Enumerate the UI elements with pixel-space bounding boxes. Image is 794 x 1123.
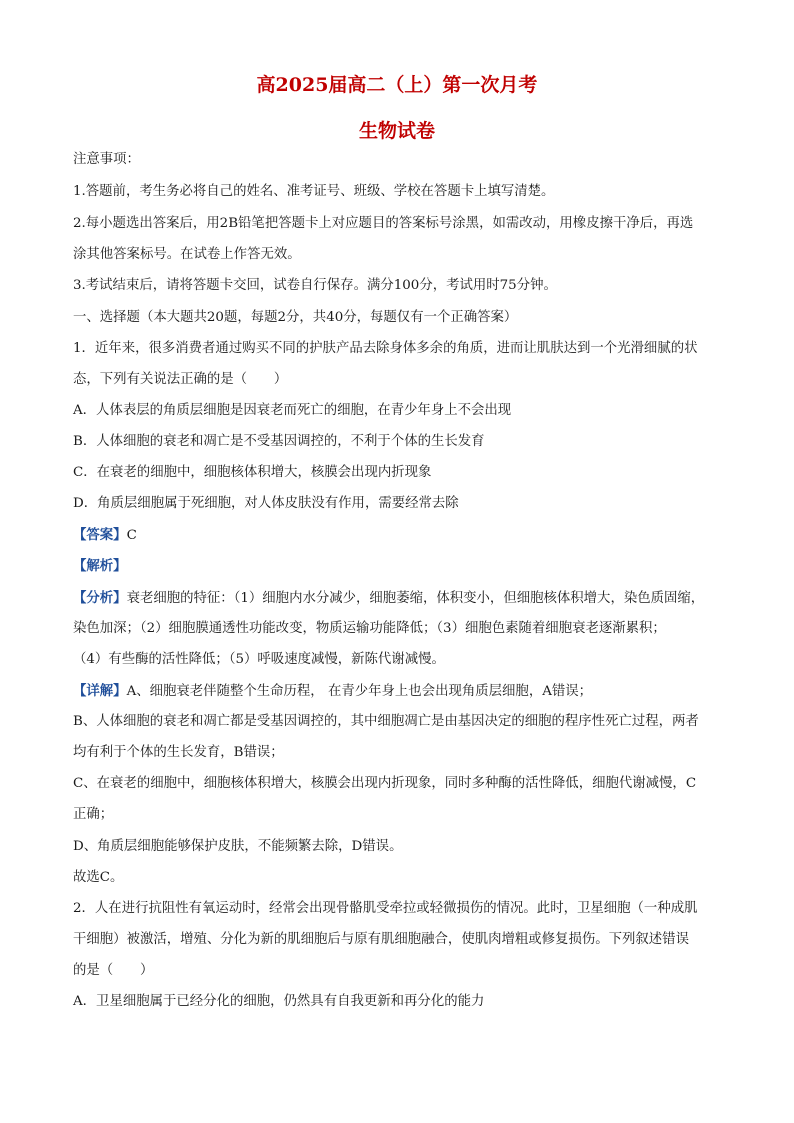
- q1-option-a: A．人体表层的角质层细胞是因衰老而死亡的细胞，在青少年身上不会出现: [73, 403, 512, 418]
- q1-detail-b-line-2: 均有利于个体的生长发育，B错误；: [73, 745, 284, 760]
- note-item-2-line-1: 2.每小题选出答案后，用2B铅笔把答题卡上对应题目的答案标号涂黑，如需改动，用橡皮擦干净后，再选: [73, 216, 694, 231]
- q1-fenxi-line-2: 染色加深；（2）细胞膜通透性功能改变，物质运输功能降低；（3）细胞色素随着细胞衰老逐渐累积；: [73, 621, 666, 636]
- q1-fenxi-line-3: （4）有些酶的活性降低；（5）呼吸速度减慢，新陈代谢减慢。: [73, 652, 445, 667]
- answer-value: C: [126, 528, 137, 543]
- q1-detail-a: [73, 681, 723, 702]
- exam-title: 高2025届高二（上）第一次月考: [256, 74, 538, 96]
- q1-detail-c-line-1: C、在衰老的细胞中，细胞核体积增大，核膜会出现内折现象，同时多种酶的活性降低，细胞代谢减慢，C: [73, 776, 697, 791]
- notes-heading: 注意事项：: [73, 152, 140, 167]
- q1-detail-c-line-2: 正确；: [73, 807, 114, 822]
- exam-subtitle: 生物试卷: [358, 120, 435, 142]
- q1-option-b: B．人体细胞的衰老和凋亡是不受基因调控的，不利于个体的生长发育: [73, 434, 485, 449]
- q2-stem-line-1: 2．人在进行抗阻性有氧运动时，经常会出现骨骼肌受牵拉或轻微损伤的情况。此时，卫星细胞（一种成肌: [73, 901, 698, 916]
- q2-stem-line-3: 的是（ ）: [73, 963, 154, 978]
- note-item-3: 3.考试结束后，请将答题卡交回，试卷自行保存。满分100分，考试用时75分钟。: [73, 278, 557, 293]
- q1-detail-b-line-1: B、人体细胞的衰老和凋亡都是受基因调控的，其中细胞凋亡是由基因决定的细胞的程序性死亡过程，两者: [73, 714, 699, 729]
- fenxi-text-1: 衰老细胞的特征：（1）细胞内水分减少，细胞萎缩，体积变小，但细胞核体积增大，染色质固缩，: [126, 591, 705, 606]
- q1-answer: [73, 525, 723, 546]
- q1-stem-line-1: 1．近年来，很多消费者通过购买不同的护肤产品去除身体多余的角质，进而让肌肤达到一个光滑细腻的状: [73, 341, 698, 356]
- section-heading: 一、选择题（本大题共20题，每题2分，共40分，每题仅有一个正确答案）: [73, 310, 518, 325]
- q1-analysis-tag: [73, 556, 723, 577]
- note-item-1: 1.答题前，考生务必将自己的姓名、准考证号、班级、学校在答题卡上填写清楚。: [73, 184, 555, 199]
- q1-fenxi-line-1: [73, 588, 723, 609]
- answer-tag: 【答案】: [73, 527, 127, 543]
- q1-stem-line-2: 态，下列有关说法正确的是（ ）: [73, 372, 288, 387]
- q1-option-c: C．在衰老的细胞中，细胞核体积增大，核膜会出现内折现象: [73, 465, 432, 480]
- q2-stem-line-2: 干细胞）被激活，增殖、分化为新的肌细胞后与原有肌细胞融合，使肌肉增粗或修复损伤。下列叙述错误: [73, 932, 689, 947]
- note-item-2-line-2: 涂其他答案标号。在试卷上作答无效。: [73, 247, 301, 262]
- fenxi-tag: 【分析】: [73, 590, 127, 606]
- detail-tag: 【详解】: [73, 683, 127, 699]
- q1-detail-d: D、角质层细胞能够保护皮肤，不能频繁去除，D错误。: [73, 839, 403, 854]
- q2-option-a: A．卫星细胞属于已经分化的细胞，仍然具有自我更新和再分化的能力: [73, 994, 485, 1009]
- q1-option-d: D．角质层细胞属于死细胞，对人体皮肤没有作用，需要经常去除: [73, 496, 459, 511]
- analysis-tag: 【解析】: [73, 558, 127, 574]
- q1-conclusion: 故选C。: [73, 870, 124, 885]
- detail-a-text: A、细胞衰老伴随整个生命历程， 在青少年身上也会出现角质层细胞，A错误；: [126, 684, 593, 699]
